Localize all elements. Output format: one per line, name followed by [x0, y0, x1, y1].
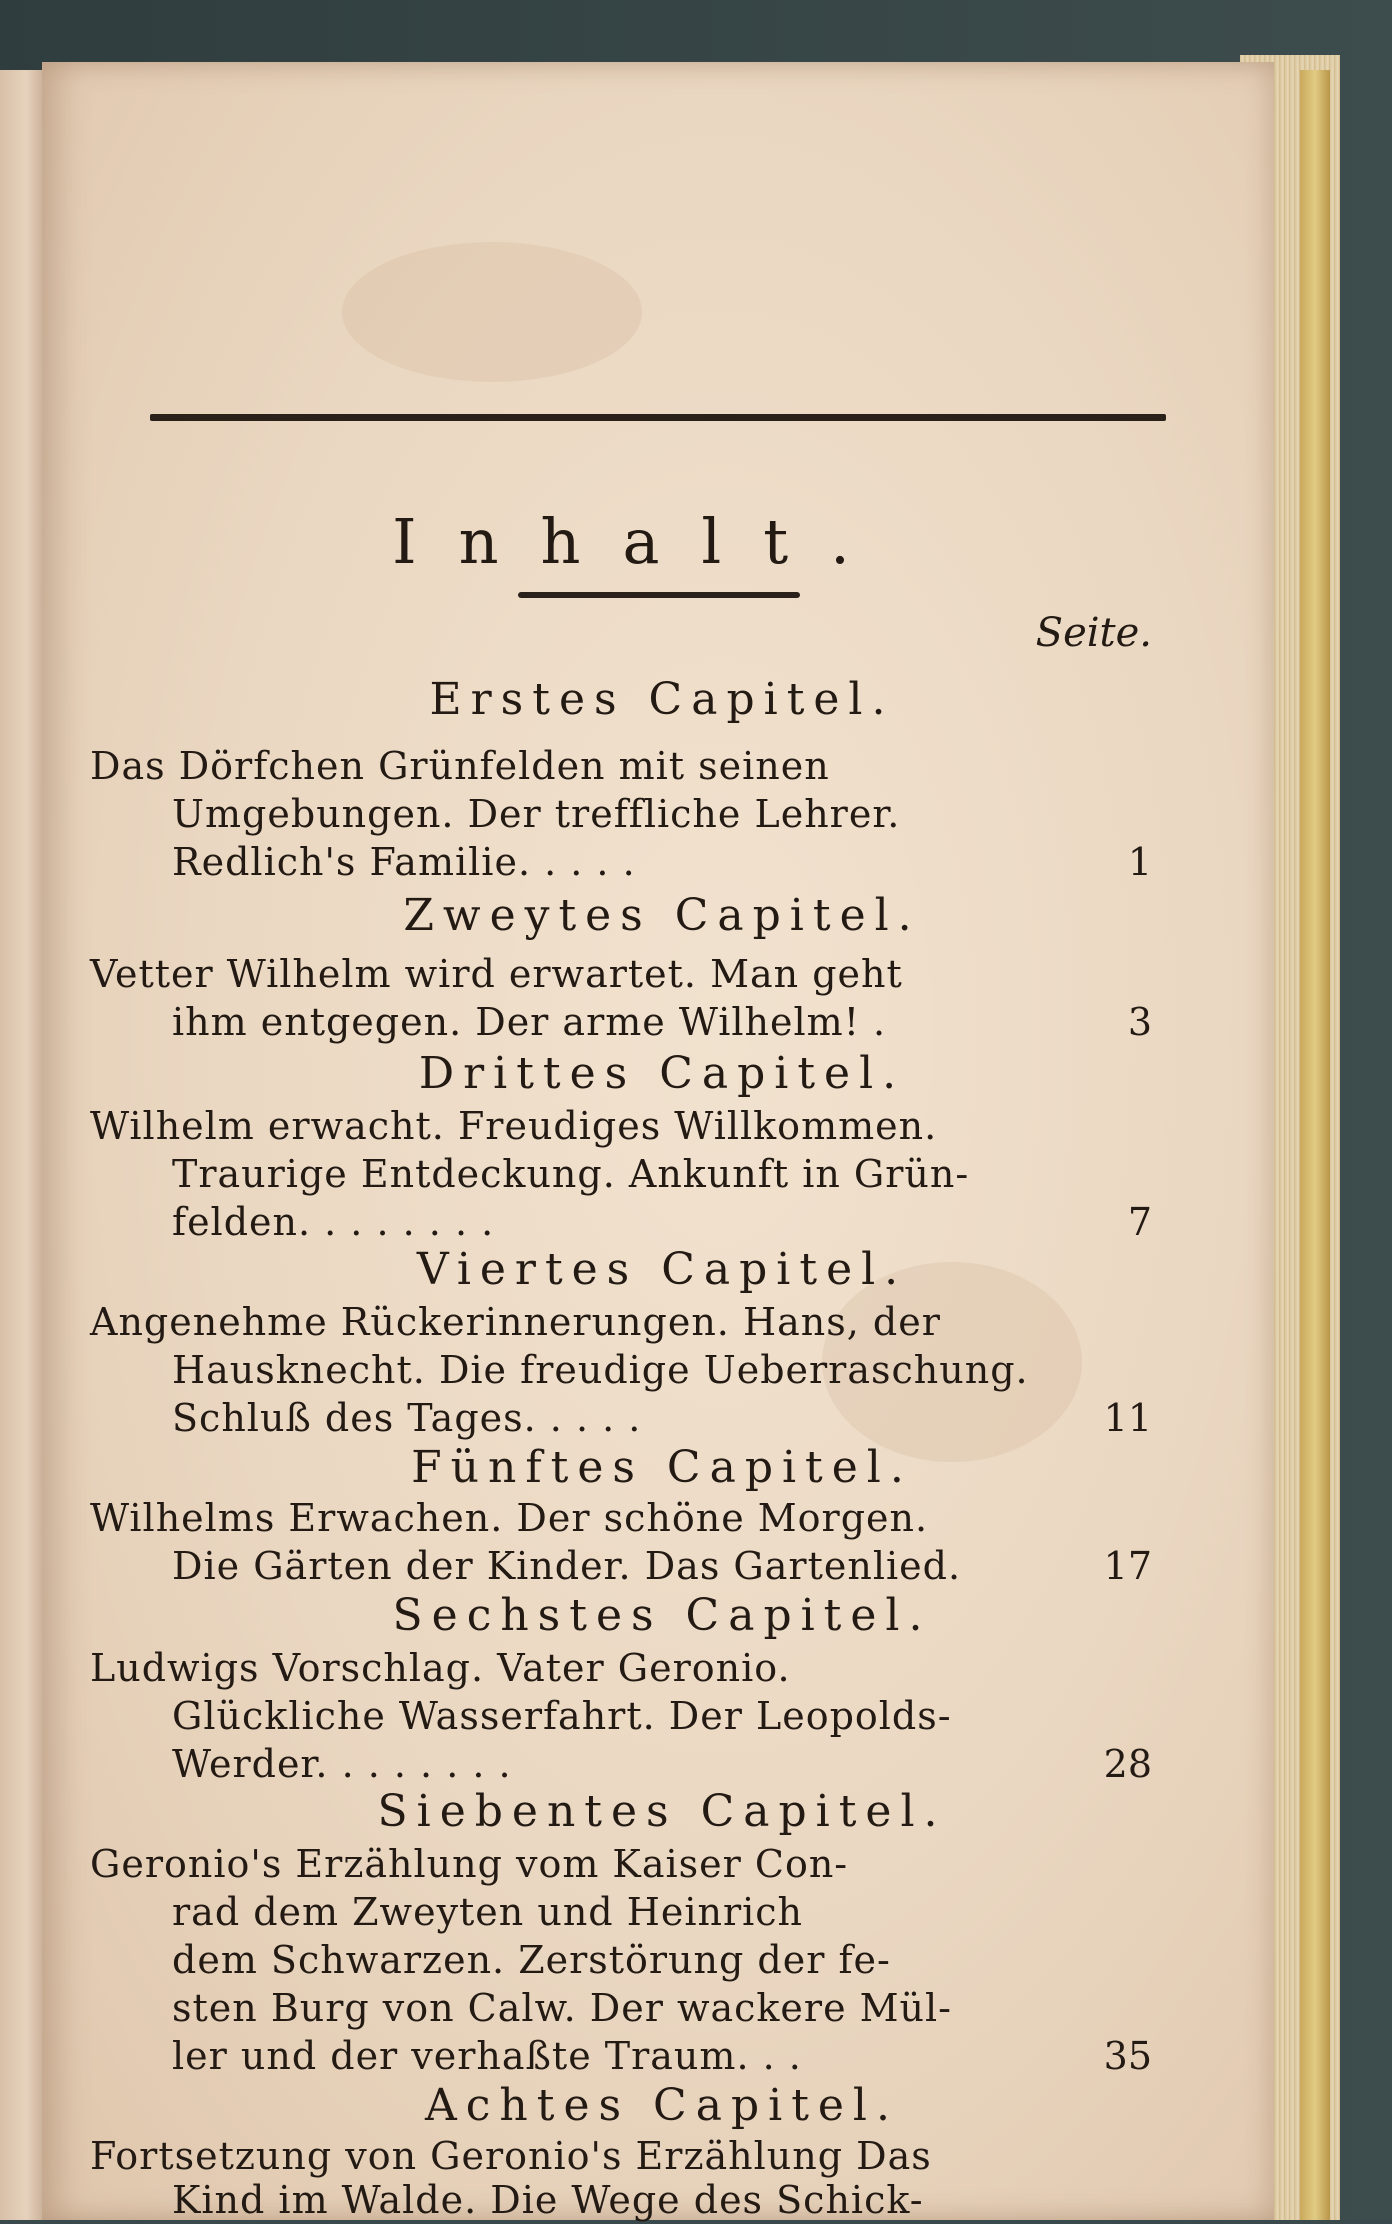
chapter-line: Glückliche Wasserfahrt. Der Leopolds- — [172, 1694, 952, 1738]
page-number: 17 — [1103, 1544, 1152, 1588]
page-column-label: Seite. — [1035, 610, 1152, 656]
chapter-heading: Siebentes Capitel. — [377, 1786, 947, 1837]
chapter-line: Kind im Walde. Die Wege des Schick- — [172, 2178, 924, 2222]
chapter-heading: Achtes Capitel. — [425, 2080, 899, 2131]
page-number: 11 — [1103, 1396, 1152, 1440]
chapter-heading: Zweytes Capitel. — [403, 890, 921, 941]
chapter-line: ler und der verhaßte Traum. . . — [172, 2034, 802, 2078]
page-number: 28 — [1103, 1742, 1152, 1786]
chapter-heading: Fünftes Capitel. — [411, 1442, 913, 1493]
chapter-line: Redlich's Familie. . . . . — [172, 840, 636, 884]
chapter-line: ihm entgegen. Der arme Wilhelm! . — [172, 1000, 887, 1044]
chapter-line: Wilhelm erwacht. Freudiges Willkommen. — [90, 1104, 938, 1148]
page-number: 7 — [1127, 1200, 1152, 1244]
chapter-heading: Drittes Capitel. — [418, 1048, 906, 1099]
page-number: 3 — [1127, 1000, 1152, 1044]
chapter-line: Hausknecht. Die freudige Ueberraschung. — [172, 1348, 1029, 1392]
chapter-line: rad dem Zweyten und Heinrich — [172, 1890, 804, 1934]
chapter-line: Das Dörfchen Grünfelden mit seinen — [90, 744, 830, 788]
page-number: 35 — [1103, 2034, 1152, 2078]
chapter-heading: Erstes Capitel. — [429, 674, 895, 725]
chapter-line: Werder. . . . . . . . — [172, 1742, 512, 1786]
page-title: Inhalt. — [392, 505, 892, 578]
chapter-line: dem Schwarzen. Zerstörung der fe- — [172, 1938, 891, 1982]
chapter-line: Geronio's Erzählung vom Kaiser Con- — [90, 1842, 849, 1886]
chapter-line: Fortsetzung von Geronio's Erzählung Das — [90, 2134, 932, 2178]
chapter-line: Vetter Wilhelm wird erwartet. Man geht — [90, 952, 903, 996]
previous-page-edge — [0, 70, 44, 2220]
chapter-line: sten Burg von Calw. Der wackere Mül- — [172, 1986, 953, 2030]
chapter-line: felden. . . . . . . . — [172, 1200, 495, 1244]
page-number: 1 — [1127, 840, 1152, 884]
chapter-line: Die Gärten der Kinder. Das Gartenlied. — [172, 1544, 962, 1588]
chapter-line: Ludwigs Vorschlag. Vater Geronio. — [90, 1646, 791, 1690]
gilt-page-edge — [1300, 70, 1330, 2220]
chapter-heading: Viertes Capitel. — [416, 1244, 908, 1295]
contents-page — [42, 62, 1274, 2220]
chapter-list — [42, 62, 1274, 2220]
chapter-heading: Sechstes Capitel. — [392, 1590, 932, 1641]
chapter-line: Schluß des Tages. . . . . — [172, 1396, 642, 1440]
chapter-line: Angenehme Rückerinnerungen. Hans, der — [90, 1300, 941, 1344]
chapter-line: Umgebungen. Der treffliche Lehrer. — [172, 792, 901, 836]
chapter-line: Traurige Entdeckung. Ankunft in Grün- — [172, 1152, 970, 1196]
chapter-line: Wilhelms Erwachen. Der schöne Morgen. — [90, 1496, 929, 1540]
